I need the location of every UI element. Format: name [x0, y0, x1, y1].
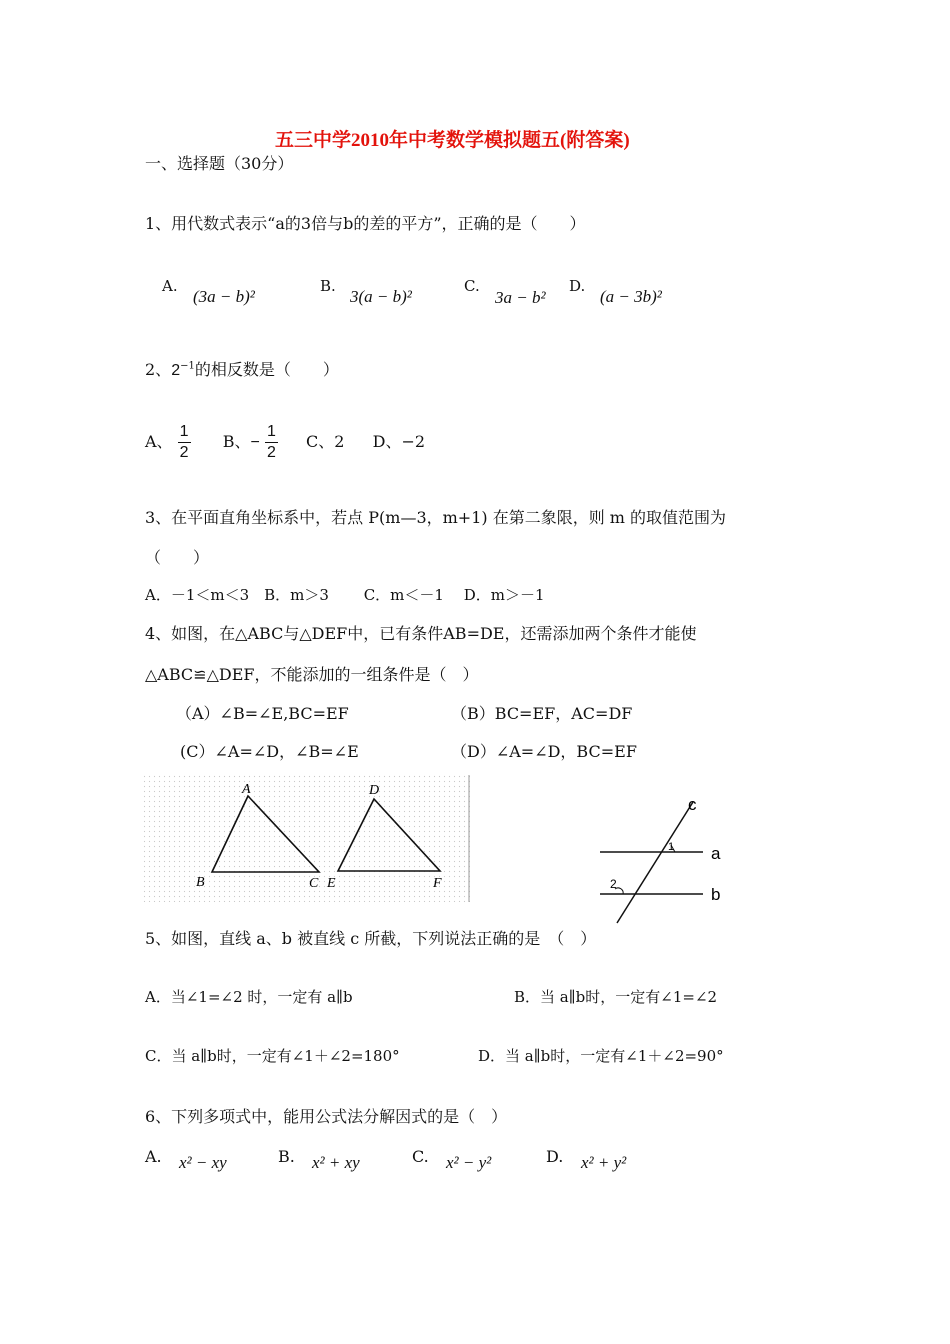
q2-option-a-fraction [178, 422, 191, 463]
q1-stem: 1、用代数式表示“a的3倍与b的差的平方”，正确的是（ ） [145, 214, 586, 233]
q2-exponent: −1 [180, 360, 195, 372]
q5-option-d: D．当 a∥b时，一定有∠1＋∠2=90° [478, 1047, 724, 1065]
q1-option-d-label: D. [569, 277, 586, 295]
q1-option-c-expr: 3a − b² [495, 288, 546, 307]
q2-options [145, 422, 425, 463]
line-c [617, 802, 693, 923]
q4-stem-line2: △ABC≌△DEF，不能添加的一组条件是（ ） [145, 665, 479, 684]
q2-option-b-fraction [265, 422, 278, 463]
vertex-label-b: B [196, 875, 205, 890]
q2-stem-rest: 的相反数是（ ） [194, 360, 339, 379]
q3-stem: 3、在平面直角坐标系中，若点 P(m—3，m+1) 在第二象限，则 m 的取值范围为 [145, 508, 727, 527]
q1-option-a-label: A. [162, 277, 178, 295]
fig-label-angle-2: 2 [610, 877, 617, 891]
q4-option-a: （A）∠B=∠E,BC=EF [176, 704, 349, 723]
q2-option-c: C、2 [306, 432, 345, 451]
fig-label-c: c [688, 797, 697, 814]
q6-option-b-expr: x² + xy [312, 1153, 360, 1172]
q2-option-a-label: A、 [145, 432, 173, 451]
fig-label-b: b [711, 885, 721, 904]
q6-option-b-label: B. [278, 1147, 295, 1166]
fig-label-a: a [711, 844, 721, 863]
q1-option-a-expr: (3a − b)² [193, 287, 255, 306]
q2-option-b-numerator: 1 [265, 422, 278, 443]
q2-base: 2 [171, 362, 181, 379]
q2-option-b-sign: − [250, 434, 260, 451]
vertex-label-f: F [433, 876, 442, 891]
q2-option-a-numerator: 1 [178, 422, 191, 443]
q3-options: A．－1＜m＜3 B．m＞3 C．m＜－1 D．m＞－1 [145, 586, 545, 604]
q4-stem-line1: 4、如图，在△ABC与△DEF中，已有条件AB=DE，还需添加两个条件才能使 [145, 624, 697, 643]
q6-option-a-label: A. [145, 1147, 162, 1166]
triangles-figure [143, 775, 470, 902]
q5-stem: 5、如图，直线 a、b 被直线 c 所截，下列说法正确的是 （ ） [145, 929, 597, 948]
q6-stem: 6、下列多项式中，能用公式法分解因式的是（ ） [145, 1107, 508, 1126]
q6-option-d-label: D. [546, 1147, 564, 1166]
vertex-label-e: E [327, 876, 336, 891]
vertex-label-d: D [369, 783, 380, 798]
q6-option-a-expr: x² − xy [179, 1153, 227, 1172]
q1-option-d-expr: (a − 3b)² [600, 287, 662, 306]
q2-number: 2、 [145, 360, 172, 379]
q6-option-c-label: C. [412, 1147, 429, 1166]
parallel-lines-figure [595, 797, 735, 925]
vertex-label-a: A [242, 782, 251, 797]
q4-option-c: (C）∠A=∠D，∠B=∠E [180, 742, 359, 761]
q4-option-b: （B）BC=EF，AC=DF [451, 704, 633, 723]
q2-option-b-label: B、 [222, 432, 251, 451]
page-title: 五三中学2010年中考数学模拟题五(附答案) [275, 130, 630, 151]
q5-option-a: A．当∠1=∠2 时，一定有 a∥b [145, 988, 353, 1006]
vertex-label-c: C [309, 876, 319, 891]
q2-option-a-denominator: 2 [179, 444, 189, 461]
q6-option-c-expr: x² − y² [446, 1153, 492, 1172]
q1-option-b-expr: 3(a − b)² [350, 287, 412, 306]
fig-label-angle-1: 1 [668, 841, 675, 853]
q2-stem [145, 357, 339, 380]
q4-option-d: （D）∠A=∠D，BC=EF [451, 742, 637, 761]
q3-answer-paren: （ ） [145, 548, 210, 567]
q1-option-c-label: C. [464, 277, 480, 295]
section-heading: 一、选择题（30分） [145, 154, 294, 173]
q6-option-d-expr: x² + y² [581, 1153, 627, 1172]
q1-option-b-label: B. [320, 277, 336, 295]
q5-option-c: C．当 a∥b时，一定有∠1＋∠2=180° [145, 1047, 400, 1065]
q2-option-b-denominator: 2 [266, 444, 276, 461]
q5-option-b: B．当 a∥b时，一定有∠1=∠2 [514, 988, 718, 1006]
figure-dotted-background [143, 775, 470, 902]
q2-option-d: D、−2 [372, 432, 426, 451]
